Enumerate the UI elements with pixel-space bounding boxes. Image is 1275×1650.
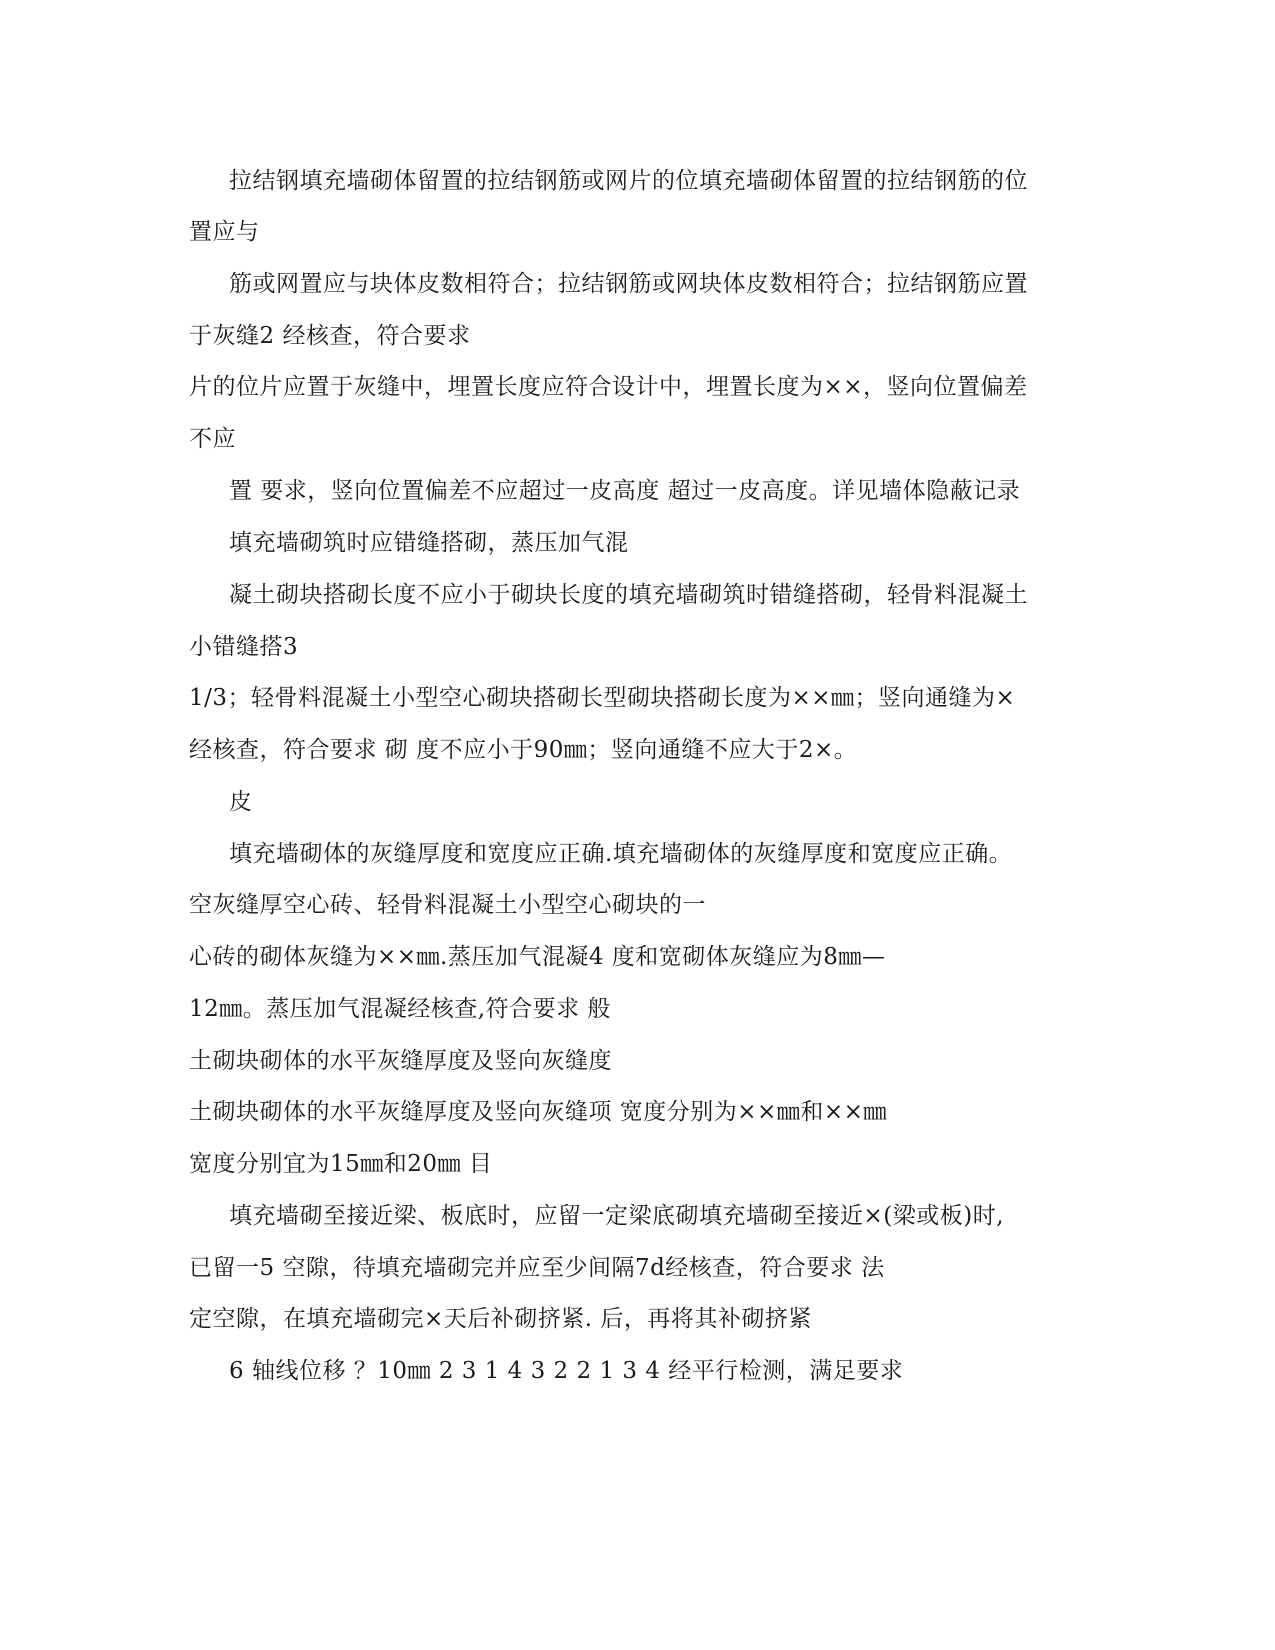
text-line: 6 轴线位移 ？10㎜ 2 3 1 4 3 2 2 1 3 4 经平行检测，满足要求 (229, 1358, 904, 1384)
text-line: 筋或网置应与块体皮数相符合；拉结钢筋或网块体皮数相符合；拉结钢筋应置 (229, 271, 1028, 297)
text-line: 小错缝搭3 (189, 634, 299, 660)
text-line: 已留一5 空隙，待填充墙砌完并应至少间隔7d经核查，符合要求 法 (189, 1255, 885, 1281)
text-line: 于灰缝2 经核查，符合要求 (189, 323, 471, 349)
text-line: 心砖的砌体灰缝为××㎜.蒸压加气混凝4 度和宽砌体灰缝应为8㎜— (189, 944, 886, 970)
text-line: 填充墙砌至接近梁、板底时，应留一定梁底砌填充墙砌至接近×(梁或板)时, (229, 1203, 1005, 1229)
text-line: 定空隙，在填充墙砌完×天后补砌挤紧. 后，再将其补砌挤紧 (189, 1306, 812, 1332)
text-line: 不应 (189, 426, 236, 452)
text-line: 土砌块砌体的水平灰缝厚度及竖向灰缝项 宽度分别为××㎜和××㎜ (189, 1099, 887, 1125)
text-line: 12㎜。蒸压加气混凝经核查,符合要求 般 (189, 996, 611, 1022)
text-line: 宽度分别宜为15㎜和20㎜ 目 (189, 1151, 493, 1177)
text-line: 填充墙砌筑时应错缝搭砌，蒸压加气混 (229, 530, 629, 556)
text-line: 置 要求，竖向位置偏差不应超过一皮高度 超过一皮高度。详见墙体隐蔽记录 (229, 478, 1021, 504)
text-line: 填充墙砌体的灰缝厚度和宽度应正确.填充墙砌体的灰缝厚度和宽度应正确。 (229, 841, 1013, 867)
text-line: 片的位片应置于灰缝中，埋置长度应符合设计中，埋置长度为××，竖向位置偏差 (189, 374, 1028, 400)
text-line: 皮 (229, 789, 253, 815)
text-line: 置应与 (189, 219, 260, 245)
text-line: 空灰缝厚空心砖、轻骨料混凝土小型空心砌块的一 (189, 892, 706, 918)
text-line: 土砌块砌体的水平灰缝厚度及竖向灰缝度 (189, 1048, 612, 1074)
text-line: 1/3；轻骨料混凝土小型空心砌块搭砌长型砌块搭砌长度为××㎜；竖向通缝为× (189, 685, 1016, 711)
text-line: 凝土砌块搭砌长度不应小于砌块长度的填充墙砌筑时错缝搭砌，轻骨料混凝土 (229, 582, 1028, 608)
text-line: 经核查，符合要求 砌 度不应小于90㎜；竖向通缝不应大于2×。 (189, 737, 858, 763)
text-line: 拉结钢填充墙砌体留置的拉结钢筋或网片的位填充墙砌体留置的拉结钢筋的位 (229, 168, 1028, 194)
